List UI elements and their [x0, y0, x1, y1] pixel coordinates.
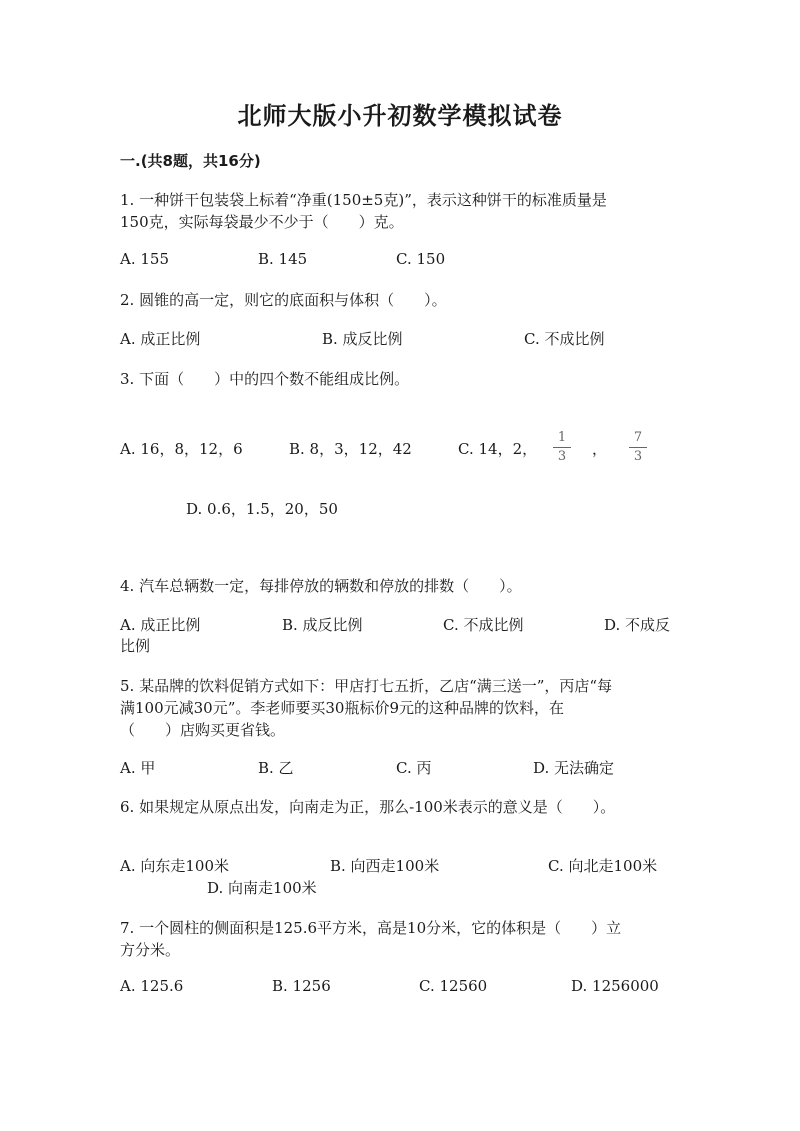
question-3-option-a: A. 16，8，12，6 [120, 440, 243, 458]
question-6-text: 6. 如果规定从原点出发，向南走为正，那么-100米表示的意义是（ ）。 [120, 798, 616, 816]
fraction-one-third [553, 431, 571, 465]
question-3-option-d: D. 0.6，1.5，20，50 [186, 500, 338, 518]
question-5-option-a: A. 甲 [120, 759, 156, 777]
fraction-denominator: 3 [633, 449, 643, 465]
question-3-comma: ， [592, 440, 608, 458]
fraction-numerator: 7 [633, 430, 643, 445]
fraction-seven-thirds [629, 431, 647, 465]
question-1-option-a: A. 155 [120, 250, 169, 268]
question-7-option-d: D. 1256000 [571, 977, 659, 995]
question-4-option-d-wrap: 比例 [120, 637, 151, 655]
question-6-option-d: D. 向南走100米 [207, 879, 317, 897]
question-2-option-b: B. 成反比例 [322, 330, 403, 348]
question-7-option-b: B. 1256 [272, 977, 331, 995]
question-1-option-b: B. 145 [258, 250, 308, 268]
question-1-text-line-1: 1. 一种饼干包装袋上标着“净重(150±5克)”，表示这种饼干的标准质量是 [120, 191, 607, 209]
question-1-option-c: C. 150 [396, 250, 446, 268]
question-4-option-d: D. 不成反 [604, 616, 671, 634]
question-6-option-a: A. 向东走100米 [120, 857, 229, 875]
question-2-option-c: C. 不成比例 [524, 330, 605, 348]
question-6-option-b: B. 向西走100米 [330, 857, 440, 875]
question-4-option-a: A. 成正比例 [120, 616, 201, 634]
question-7-option-a: A. 125.6 [120, 977, 184, 995]
question-4-option-c: C. 不成比例 [443, 616, 524, 634]
question-2-text: 2. 圆锥的高一定，则它的底面积与体积（ ）。 [120, 291, 447, 309]
question-3-option-c: C. 14，2， [458, 440, 538, 458]
question-2-option-a: A. 成正比例 [120, 330, 201, 348]
question-5-option-c: C. 丙 [396, 759, 432, 777]
question-5-text-line-1: 5. 某品牌的饮料促销方式如下：甲店打七五折，乙店“满三送一”，丙店“每 [120, 677, 613, 695]
question-4-option-b: B. 成反比例 [282, 616, 363, 634]
question-7-text-line-1: 7. 一个圆柱的侧面积是125.6平方米，高是10分米，它的体积是（ ）立 [120, 919, 622, 937]
question-1-text-line-2: 150克，实际每袋最少不少于（ ）克。 [120, 213, 404, 231]
page-title: 北师大版小升初数学模拟试卷 [237, 102, 563, 130]
question-5-text-line-3: （ ）店购买更省钱。 [120, 721, 286, 739]
section-header: 一.(共8题，共16分) [120, 152, 261, 170]
question-7-option-c: C. 12560 [419, 977, 488, 995]
fraction-numerator: 1 [557, 430, 567, 445]
question-5-option-b: B. 乙 [258, 759, 294, 777]
question-3-option-b: B. 8，3，12，42 [289, 440, 412, 458]
question-7-text-line-2: 方分米。 [120, 941, 181, 959]
question-5-option-d: D. 无法确定 [533, 759, 615, 777]
question-4-text: 4. 汽车总辆数一定，每排停放的辆数和停放的排数（ ）。 [120, 577, 522, 595]
fraction-denominator: 3 [557, 449, 567, 465]
question-6-option-c: C. 向北走100米 [548, 857, 658, 875]
question-3-text: 3. 下面（ ）中的四个数不能组成比例。 [120, 370, 410, 388]
question-5-text-line-2: 满100元减30元”。李老师要买30瓶标价9元的这种品牌的饮料，在 [120, 699, 565, 717]
